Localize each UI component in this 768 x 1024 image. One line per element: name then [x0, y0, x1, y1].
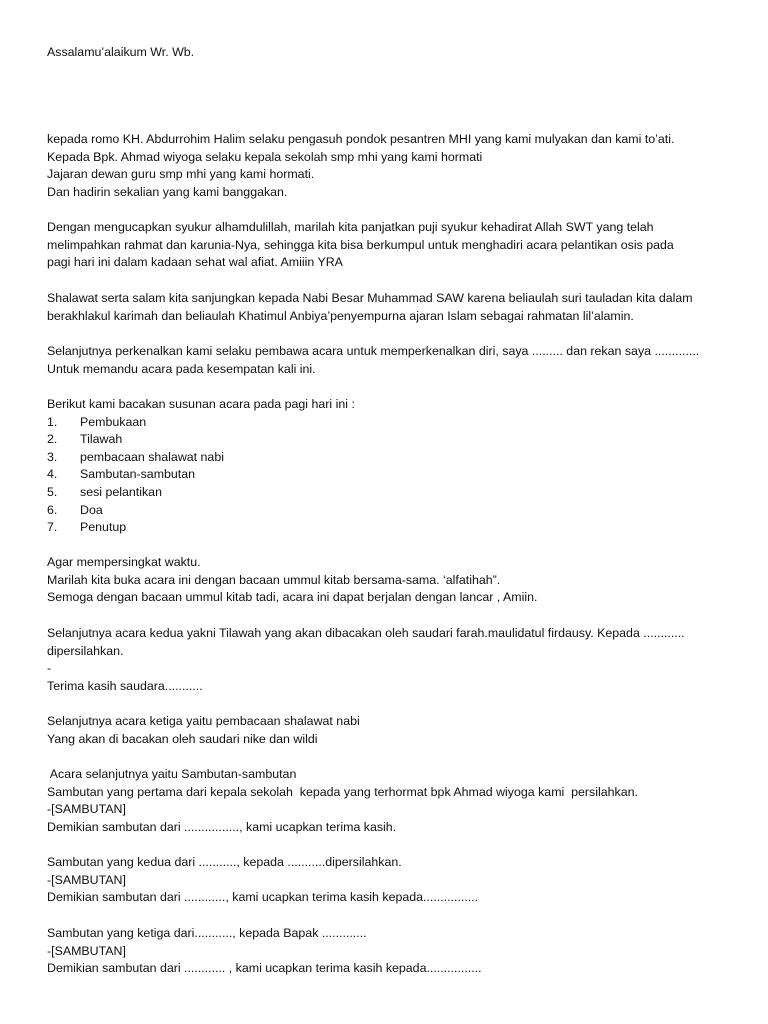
sambutan-third-paragraph — [47, 925, 748, 978]
shalawat-line: Shalawat serta salam kita sanjungkan kepada Nabi Besar Muhammad SAW karena beliaulah suri tauladan kita dalam — [47, 291, 693, 305]
list-item — [47, 484, 748, 502]
list-item — [47, 519, 748, 537]
list-item-label: Sambutan-sambutan — [80, 467, 196, 482]
sambutan-line: Sambutan yang kedua dari ..........., kepada ...........dipersilahkan. — [47, 855, 402, 869]
sambutan-first-paragraph — [47, 766, 748, 836]
agenda-list — [47, 396, 748, 537]
gratitude-line: Dengan mengucapkan syukur alhamdulillah, marilah kita panjatkan puji syukur kehadirat Allah SWT yang telah — [47, 220, 654, 234]
list-item — [47, 449, 748, 467]
sambutan-second-paragraph — [47, 854, 748, 907]
gratitude-paragraph — [47, 219, 748, 272]
sambutan-line: -[SAMBUTAN] — [47, 802, 126, 817]
list-item — [47, 414, 748, 432]
salutations-paragraph — [47, 131, 748, 201]
list-item-number: 1. — [47, 414, 58, 429]
opening-line: Semoga dengan bacaan ummul kitab tadi, acara ini dapat berjalan dengan lancar , Amiin. — [47, 590, 538, 605]
introduction-line: Untuk memandu acara pada kesempatan kali ini. — [47, 361, 316, 376]
sambutan-line: Demikian sambutan dari ................, kami ucapkan terima kasih. — [47, 819, 397, 834]
tilawah-paragraph — [47, 625, 748, 695]
list-item-number: 6. — [47, 502, 58, 517]
gratitude-line: melimpahkan rahmat dan karunia-Nya, sehingga kita bisa berkumpul untuk menghadiri acara pelantikan osis pada — [47, 237, 674, 252]
sambutan-line: -[SAMBUTAN] — [47, 943, 126, 958]
tilawah-line: dipersilahkan. — [47, 643, 124, 658]
opening-line: Agar mempersingkat waktu. — [47, 555, 201, 569]
shalawat-session-line: Yang akan di bacakan oleh saudari nike dan wildi — [47, 731, 318, 746]
salutation-line: Jajaran dewan guru smp mhi yang kami hormati. — [47, 167, 315, 182]
list-item-label: sesi pelantikan — [80, 484, 162, 499]
list-item — [47, 502, 748, 520]
agenda-intro: Berikut kami bacakan susunan acara pada pagi hari ini : — [47, 397, 355, 411]
list-item-number: 2. — [47, 432, 58, 447]
sambutan-line: -[SAMBUTAN] — [47, 872, 126, 887]
shalawat-session-line: Selanjutnya acara ketiga yaitu pembacaan shalawat nabi — [47, 714, 360, 728]
shalawat-line: berakhlakul karimah dan beliaulah Khatimul Anbiya’penyempurna ajaran Islam sebagai rahmatan lil’alamin. — [47, 308, 634, 323]
list-item-label: Tilawah — [80, 432, 123, 447]
greeting-line: Assalamu’alaikum Wr. Wb. — [47, 45, 195, 59]
greeting-paragraph — [47, 44, 748, 62]
list-item-number: 4. — [47, 467, 58, 482]
sambutan-line: Sambutan yang ketiga dari..........., kepada Bapak ............. — [47, 926, 367, 940]
salutation-line: kepada romo KH. Abdurrohim Halim selaku pengasuh pondok pesantren MHI yang kami mulyakan dan kami to’ati. — [47, 132, 675, 146]
tilawah-line: Terima kasih saudara........... — [47, 678, 203, 693]
tilawah-line: Selanjutnya acara kedua yakni Tilawah yang akan dibacakan oleh saudari farah.maulidatul firdausy. Kepada ............ — [47, 626, 685, 640]
salutation-line: Dan hadirin sekalian yang kami banggakan. — [47, 184, 288, 199]
introduction-paragraph — [47, 343, 748, 378]
shalawat-paragraph — [47, 290, 748, 325]
list-item-number: 7. — [47, 520, 58, 535]
list-item-label: Doa — [80, 502, 103, 517]
shalawat-session-paragraph — [47, 713, 748, 748]
list-item-number: 5. — [47, 484, 58, 499]
list-item-number: 3. — [47, 449, 58, 464]
sambutan-line: Acara selanjutnya yaitu Sambutan-sambutan — [47, 767, 297, 781]
list-item-label: Penutup — [80, 520, 127, 535]
salutation-line: Kepada Bpk. Ahmad wiyoga selaku kepala sekolah smp mhi yang kami hormati — [47, 149, 483, 164]
list-item-label: Pembukaan — [80, 414, 147, 429]
gratitude-line: pagi hari ini dalam kadaan sehat wal afiat. Amiiin YRA — [47, 255, 343, 270]
opening-line: Marilah kita buka acara ini dengan bacaan ummul kitab bersama-sama. ‘alfatihah”. — [47, 572, 501, 587]
list-item-label: pembacaan shalawat nabi — [80, 449, 224, 464]
sambutan-line: Sambutan yang pertama dari kepala sekolah kepada yang terhormat bpk Ahmad wiyoga kami persilahkan. — [47, 784, 638, 799]
list-item — [47, 466, 748, 484]
introduction-line: Selanjutnya perkenalkan kami selaku pembawa acara untuk memperkenalkan diri, saya ......... dan rekan saya ............. — [47, 344, 700, 358]
opening-paragraph — [47, 554, 748, 607]
sambutan-line: Demikian sambutan dari ............, kami ucapkan terima kasih kepada................ — [47, 890, 479, 905]
tilawah-line: - — [47, 661, 52, 676]
list-item — [47, 431, 748, 449]
sambutan-line: Demikian sambutan dari ............ , kami ucapkan terima kasih kepada................ — [47, 961, 482, 976]
